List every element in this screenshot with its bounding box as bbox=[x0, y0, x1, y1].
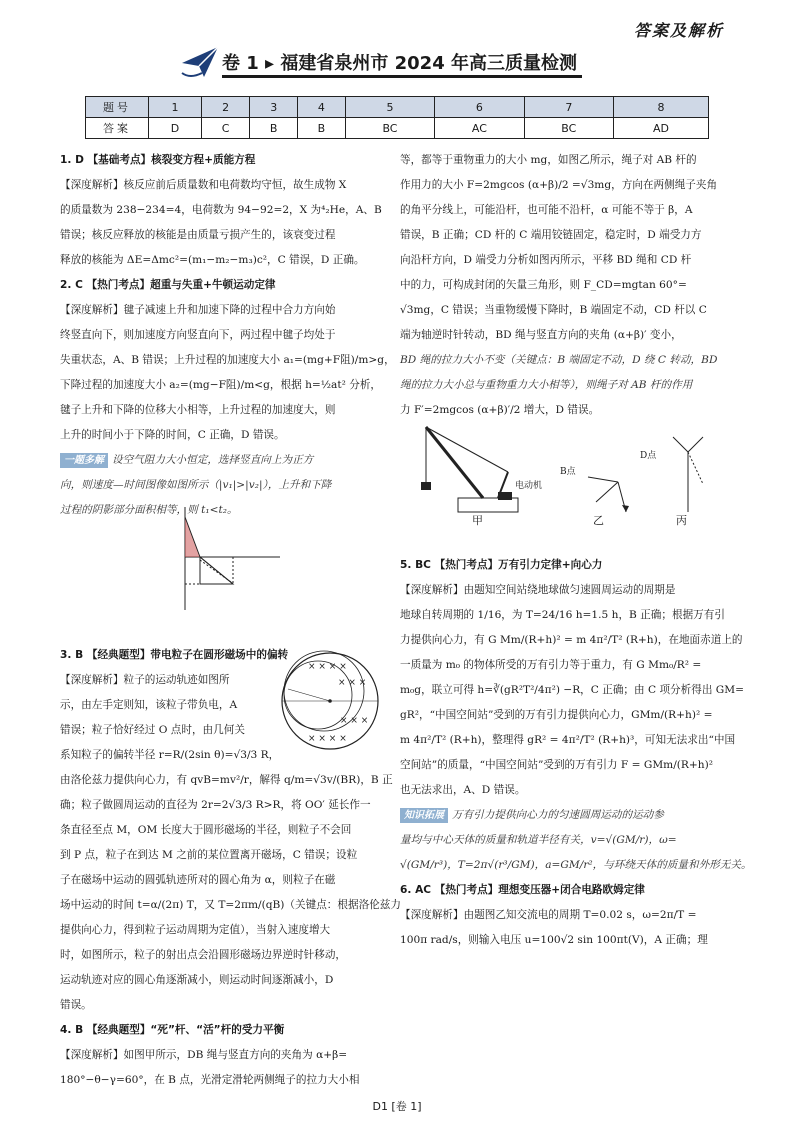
tip-line: √(GM/r³)，T=2π√(r³/GM)，a=GM/r²，与环绕天体的质量和外形无关。 bbox=[400, 859, 752, 871]
title-underline bbox=[222, 75, 582, 78]
text-line: 运动轨迹对应的圆心角逐渐减小，则运动时间逐渐减小，D bbox=[60, 974, 334, 986]
text-line: 作用力的大小 F=2mgcos (α+β)/2 =√3mg，方向在两侧绳子夹角 bbox=[400, 179, 718, 191]
q1-heading: 1. D 【基础考点】核裂变方程+质能方程 bbox=[60, 154, 256, 166]
text-line: 毽子上升和下降的位移大小相等，上升过程的加速度大，则 bbox=[60, 404, 336, 416]
tip-text: 设空气阻力大小恒定，选择竖直向上为正方 bbox=[112, 454, 314, 466]
text-line: 到 P 点，粒子在到达 M 之前的某位置离开磁场，C 错误；设粒 bbox=[60, 849, 358, 861]
text-line: 【深度解析】核反应前后质量数和电荷数均守恒，故生成物 X bbox=[60, 179, 347, 191]
tip-badge: 知识拓展 bbox=[400, 808, 448, 823]
figure-label-motor: 电动机 bbox=[515, 481, 543, 491]
text-line: 力 F′=2mgcos (α+β)′/2 增大，D 错误。 bbox=[400, 404, 600, 416]
text-line: 一质量为 m₀ 的物体所受的万有引力等于重力，有 G Mm₀/R² = bbox=[400, 659, 702, 671]
text-line: 确；粒子做圆周运动的直径为 2r=2√3/3 R>R，将 OO′ 延长作一 bbox=[60, 799, 371, 811]
right-column bbox=[400, 148, 778, 953]
page-footer: D1 [卷 1] bbox=[372, 1100, 422, 1113]
velocity-time-graph bbox=[175, 502, 285, 617]
table-cell: 8 bbox=[614, 97, 709, 118]
text-line: 提供向心力，得到粒子运动周期为定值），当射入速度增大 bbox=[60, 924, 331, 936]
tip-text: 万有引力提供向心力的匀速圆周运动的运动参 bbox=[452, 809, 664, 821]
svg-text:× × × ×: × × × × bbox=[308, 662, 347, 672]
row-label: 题号 bbox=[86, 97, 149, 118]
text-line: 失重状态，A、B 错误；上升过程的加速度大小 a₁=(mg+F阻)/m>g， bbox=[60, 354, 395, 366]
magnetic-field-circle-figure bbox=[268, 645, 388, 757]
text-line: 【深度解析】毽子减速上升和加速下降的过程中合力方向始 bbox=[60, 304, 336, 316]
table-cell: AD bbox=[614, 118, 709, 139]
table-cell: D bbox=[149, 118, 202, 139]
text-line: 向沿杆方向，D 端受力分析如图丙所示，平移 BD 绳和 CD 杆 bbox=[400, 254, 692, 266]
text-line: m₀g，联立可得 h=∛(gR²T²/4π²) −R，C 正确；由 C 项分析得出 GM= bbox=[400, 684, 744, 696]
table-cell: 7 bbox=[524, 97, 614, 118]
table-cell: 6 bbox=[435, 97, 524, 118]
figure-label-yi: 乙 bbox=[593, 514, 604, 527]
page-title-bar bbox=[180, 47, 580, 77]
text-line: 子在磁场中运动的圆弧轨迹所对的圆心角为 α，则粒子在磁 bbox=[60, 874, 336, 886]
text-line: 错误；粒子恰好经过 O 点时，由几何关 bbox=[60, 724, 245, 736]
q3-heading: 3. B 【经典题型】带电粒子在圆形磁场中的偏转 bbox=[60, 649, 289, 661]
tip-badge: 一题多解 bbox=[60, 453, 108, 468]
tip-line: 过程的阴影部分面积相等，则 t₁<t₂。 bbox=[60, 504, 238, 516]
tip-line: 量均与中心天体的质量和轨道半径有关，v=√(GM/r)，ω= bbox=[400, 834, 677, 846]
q6-heading: 6. AC 【热门考点】理想变压器+闭合电路欧姆定律 bbox=[400, 884, 645, 896]
q4-heading: 4. B 【经典题型】“死”杆、“活”杆的受力平衡 bbox=[60, 1024, 285, 1036]
text-line: 【深度解析】由题图乙知交流电的周期 T=0.02 s，ω=2π/T = bbox=[400, 909, 697, 921]
text-line: BD 绳的拉力大小不变（关键点：B 端固定不动，D 绕 C 转动，BD bbox=[400, 354, 718, 366]
text-line: 等，都等于重物重力的大小 mg，如图乙所示，绳子对 AB 杆的 bbox=[400, 154, 697, 166]
text-line: gR²，“中国空间站”受到的万有引力提供向心力，GMm/(R+h)² = bbox=[400, 709, 713, 721]
table-cell: AC bbox=[435, 118, 524, 139]
text-line: 的质量数为 238−234=4，电荷数为 94−92=2，X 为⁴₂He，A、B bbox=[60, 204, 382, 216]
figure-label-dpoint: D点 bbox=[640, 451, 657, 461]
q5-heading: 5. BC 【热门考点】万有引力定律+向心力 bbox=[400, 559, 603, 571]
table-cell: C bbox=[201, 118, 249, 139]
svg-text:× × × ×: × × × × bbox=[308, 734, 347, 744]
row-label: 答案 bbox=[86, 118, 149, 139]
text-line: 空间站”的质量，“中国空间站”受到的万有引力 F = GMm/(R+h)² bbox=[400, 759, 713, 771]
text-line: 释放的核能为 ΔE=Δmc²=(m₁−m₂−m₃)c²，C 错误，D 正确。 bbox=[60, 254, 365, 266]
table-cell: 3 bbox=[250, 97, 298, 118]
text-line: 系知粒子的偏转半径 r=R/(2sin θ)=√3/3 R， bbox=[60, 749, 280, 761]
page-title: 卷 1 ▸ 福建省泉州市 2024 年高三质量检测 bbox=[222, 53, 577, 74]
paper-plane-icon bbox=[180, 43, 220, 81]
text-line: 上升的时间小于下降的时间，C 正确，D 错误。 bbox=[60, 429, 285, 441]
answer-table-header-row bbox=[86, 97, 709, 118]
svg-text:× × ×: × × × bbox=[338, 678, 367, 688]
text-line: 由洛伦兹力提供向心力，有 qvB=mv²/r，解得 q/m=√3v/(BR)，B 正 bbox=[60, 774, 393, 786]
text-line: 力提供向心力，有 G Mm/(R+h)² = m 4π²/T² (R+h)，在地面赤道上的 bbox=[400, 634, 743, 646]
table-cell: 2 bbox=[201, 97, 249, 118]
text-line: 下降过程的加速度大小 a₂=(mg−F阻)/m<g，根据 h=½at² 分析， bbox=[60, 379, 382, 391]
text-line: 也无法求出，A、D 错误。 bbox=[400, 784, 526, 796]
tip-line bbox=[60, 448, 420, 473]
table-cell: 4 bbox=[298, 97, 346, 118]
text-line: √3mg，C 错误；当重物缓慢下降时，B 端固定不动，CD 杆以 C bbox=[400, 304, 707, 316]
figure-label-bpoint: B点 bbox=[560, 467, 576, 477]
text-line: 100π rad/s，则输入电压 u=100√2 sin 100πt(V)，A 正确；理 bbox=[400, 934, 708, 946]
text-line: 绳的拉力大小总与重物重力大小相等），则绳子对 AB 杆的作用 bbox=[400, 379, 693, 391]
text-line: 中的力，可构成封闭的矢量三角形，则 F_CD=mgtan 60°= bbox=[400, 279, 687, 291]
q2-heading: 2. C 【热门考点】超重与失重+牛顿运动定律 bbox=[60, 279, 276, 291]
text-line: m 4π²/T² (R+h)，整理得 gR² = 4π²/T² (R+h)³，可知无法求出“中国 bbox=[400, 734, 736, 746]
table-cell: B bbox=[250, 118, 298, 139]
text-line: 终竖直向下，则加速度方向竖直向下，两过程中毽子均处于 bbox=[60, 329, 336, 341]
answer-table-answer-row bbox=[86, 118, 709, 139]
table-cell: 1 bbox=[149, 97, 202, 118]
text-line: 错误；核反应释放的核能是由质量亏损产生的，该衰变过程 bbox=[60, 229, 336, 241]
text-line: 180°−θ−γ=60°，在 B 点，光滑定滑轮两侧绳子的拉力大小相 bbox=[60, 1074, 360, 1086]
text-line: 条直径至点 M，OM 长度大于圆形磁场的半径，则粒子不会回 bbox=[60, 824, 352, 836]
figure-label-jia: 甲 bbox=[472, 514, 483, 527]
table-cell: 5 bbox=[345, 97, 435, 118]
text-line: 示，由左手定则知，该粒子带负电，A bbox=[60, 699, 238, 711]
section-header-label: 答案及解析 bbox=[633, 21, 724, 40]
text-line: 【深度解析】如图甲所示，DB 绳与竖直方向的夹角为 α+β= bbox=[60, 1049, 348, 1061]
text-line: 【深度解析】由题知空间站绕地球做匀速圆周运动的周期是 bbox=[400, 584, 676, 596]
answer-table bbox=[85, 96, 709, 139]
text-line: 错误，B 正确；CD 杆的 C 端用铰链固定，稳定时，D 端受力方 bbox=[400, 229, 702, 241]
text-line: 场中运动的时间 t=α/(2π) T，又 T=2πm/(qB)（关键点：根据洛伦兹力 bbox=[60, 899, 401, 911]
text-line: 错误。 bbox=[60, 999, 92, 1011]
text-line: 时，如图所示，粒子的射出点会沿圆形磁场边界逆时针移动， bbox=[60, 949, 347, 961]
text-line: 的角平分线上，可能沿杆，也可能不沿杆，α 可能不等于 β，A bbox=[400, 204, 693, 216]
text-line: 地球自转周期的 1/16，为 T=24/16 h=1.5 h，B 正确；根据万有引 bbox=[400, 609, 725, 621]
svg-text:× × ×: × × × bbox=[340, 716, 369, 726]
table-cell: B bbox=[298, 118, 346, 139]
figure-label-bing: 丙 bbox=[676, 514, 687, 527]
text-line: 【深度解析】粒子的运动轨迹如图所 bbox=[60, 674, 230, 686]
tip-line: 向，则速度—时间图像如图所示（|v₁|>|v₂|），上升和下降 bbox=[60, 479, 332, 491]
text-line: 端为轴逆时针转动，BD 绳与竖直方向的夹角 (α+β)′ 变小， bbox=[400, 329, 682, 341]
table-cell: BC bbox=[345, 118, 435, 139]
force-diagram-figures bbox=[408, 422, 718, 534]
left-column bbox=[60, 148, 420, 1093]
table-cell: BC bbox=[524, 118, 614, 139]
tip-line bbox=[400, 803, 778, 828]
